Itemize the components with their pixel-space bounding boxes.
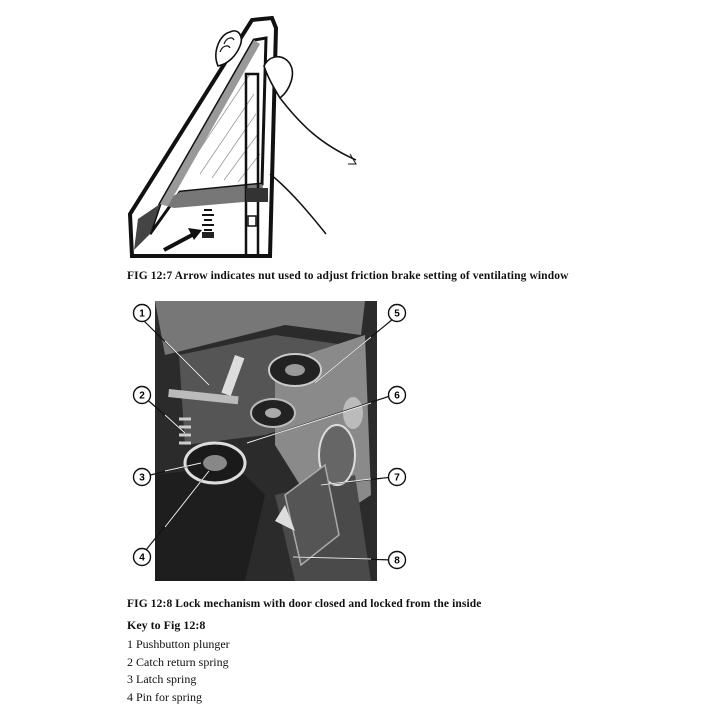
callout-7: 7 <box>394 472 400 484</box>
callout-1: 1 <box>139 308 145 320</box>
callout-4: 4 <box>139 552 145 564</box>
key-title: Key to Fig 12:8 <box>127 618 206 632</box>
key-item: 3 Latch spring <box>127 672 197 686</box>
ventilating-window-illustration <box>120 14 365 264</box>
callout-2: 2 <box>139 390 145 402</box>
lock-mechanism-photo <box>125 295 415 585</box>
key-item: 1 Pushbutton plunger <box>127 637 230 651</box>
key-item: 4 Pin for spring <box>127 689 202 704</box>
callout-3: 3 <box>139 472 145 484</box>
key-list <box>127 636 230 706</box>
key-item: 2 Catch return spring <box>127 654 229 669</box>
callout-5: 5 <box>394 308 400 320</box>
figure-caption-12-7: FIG 12:7 Arrow indicates nut used to adjust friction brake setting of ventilating window <box>127 270 569 282</box>
callout-6: 6 <box>394 390 400 402</box>
callout-8: 8 <box>394 555 400 567</box>
figure-caption-12-8: FIG 12:8 Lock mechanism with door closed and locked from the inside <box>127 598 482 610</box>
